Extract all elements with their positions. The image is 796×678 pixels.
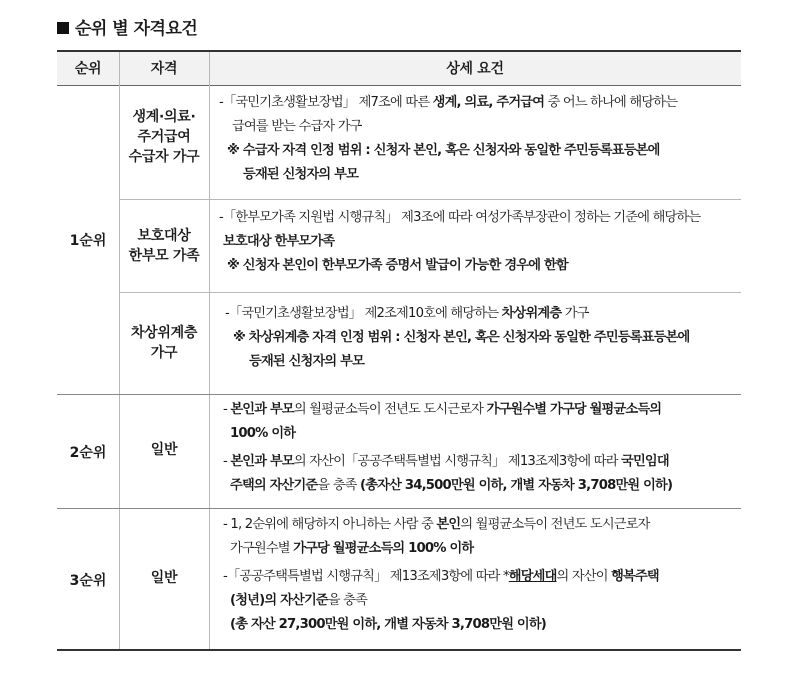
qualification-general-2: 일반 — [150, 442, 178, 458]
detail-near-poverty: -「국민기초생활보장법」 제2조제10호에 해당하는 차상위계층 가구 ※ 차상위계층 자격 인정 범위 : 신청자 본인, 혹은 신청자와 동일한 주민등록표등본에 등재된 신청자의 부모 — [225, 306, 690, 369]
detail-rank-3: - 1, 2순위에 해당하지 아니하는 사람 중 본인의 월평균소득이 전년도 도시근로자 가구원수별 가구당 월평균소득의 100% 이하 -「공공주택특별법 시행규칙」 제13조제3항에 따라 *해당세대의 자산이 행복주택 (청년)의 자산기준을 충족 (총 자산 27,300만원 이하, 개별 자동차 3,708만원 이하) — [223, 517, 659, 632]
rank-2: 2순위 — [69, 445, 107, 461]
qualification-near-poverty: 차상위계층 가구 — [130, 325, 198, 361]
square-bullet-icon — [57, 22, 69, 34]
table-bottom-border — [57, 649, 741, 651]
qualification-general-3: 일반 — [150, 570, 178, 586]
header-qualification: 자격 — [150, 61, 178, 77]
rank-3: 3순위 — [69, 573, 107, 589]
row-divider — [119, 199, 741, 200]
qualification-basic-livelihood: 생계·의료· 주거급여 수급자 가구 — [128, 109, 200, 165]
rank-1: 1순위 — [69, 233, 107, 249]
header-details: 상세 요건 — [446, 61, 504, 77]
detail-rank-2: - 본인과 부모의 월평균소득이 전년도 도시근로자 가구원수별 가구당 월평균소득의 100% 이하 - 본인과 부모의 자산이「공공주택특별법 시행규칙」 제13조제3항에 따라 국민임대 주택의 자산기준을 충족 (총자산 34,500만원 이하, 개별 자동차 3,708만원 이하) — [223, 402, 673, 493]
header-rank: 순위 — [74, 61, 102, 77]
row-divider — [57, 394, 741, 395]
column-divider — [209, 52, 210, 650]
row-divider — [119, 292, 741, 293]
qualification-single-parent: 보호대상 한부모 가족 — [128, 228, 200, 264]
table-header — [57, 50, 741, 86]
section-title — [57, 14, 197, 39]
detail-single-parent: -「한부모가족 지원법 시행규칙」 제3조에 따라 여성가족부장관이 정하는 기준에 해당하는 보호대상 한부모가족 ※ 신청자 본인이 한부모가족 증명서 발급이 가능한 경우에 한함 — [219, 210, 701, 273]
detail-basic-livelihood: -「국민기초생활보장법」 제7조에 따른 생계, 의료, 주거급여 중 어느 하나에 해당하는 급여를 받는 수급자 가구 ※ 수급자 자격 인정 범위 : 신청자 본인, 혹은 신청자와 동일한 주민등록표등본에 등재된 신청자의 부모 — [219, 95, 678, 182]
row-divider — [57, 508, 741, 509]
section-title-text: 순위 별 자격요건 — [75, 19, 198, 39]
